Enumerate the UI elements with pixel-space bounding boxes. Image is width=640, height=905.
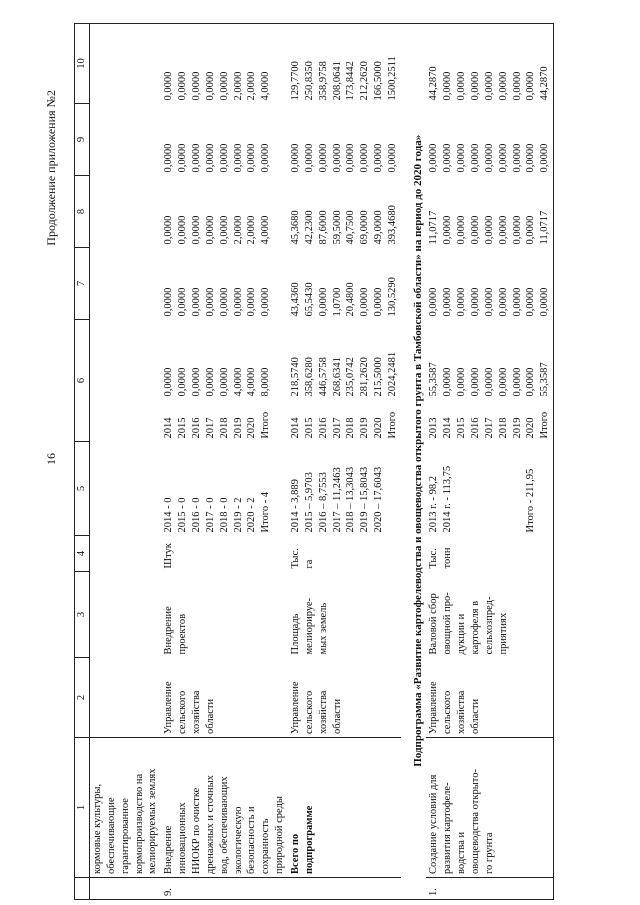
subprogram-heading-row (401, 24, 427, 900)
cell-unit: Штук (163, 543, 175, 569)
cell-extrabudgetary: 44,2870 0,0000 0,0000 0,0000 0,0000 0,0000 0,0000 0,0000 44,2870 (426, 24, 553, 104)
cell-years: 2014 2015 2016 2017 2018 2019 2020 Итого (163, 411, 272, 439)
cell-total: 218,5740 358,6280 446,5758 268,6341 235,0742 281,2620 215,5000 2024,2481 (290, 351, 399, 397)
column-number: 3 (75, 572, 90, 658)
table-row-total (288, 24, 401, 900)
cell-years: 2013 2014 2015 2016 2017 2018 2019 2020 Итого (426, 400, 553, 442)
cell-indicator-values: 2013 г. - 98,2 2014 г. - 113,75 Итого - 211,95 (426, 442, 553, 536)
column-number: 5 (75, 442, 90, 536)
column-number: 4 (75, 536, 90, 572)
cell-regional: 0,0000 0,0000 0,0000 0,0000 0,0000 2,0000 2,0000 4,0000 (163, 215, 272, 245)
cell-indicator: Площадь мелиорируе- мых земель (290, 597, 329, 655)
cell-local: 0,0000 0,0000 0,0000 0,0000 0,0000 0,0000 0,0000 0,0000 (290, 143, 399, 173)
cell-indicator-values: 2014 - 0 2015 - 0 2016 - 0 2017 - 0 2018 - 0 2019 - 2 2020 - 2 Итого - 4 (163, 491, 272, 533)
cell-measure: Создание условий для развития картофеле- водства и овощеводства открыто- го грунта (426, 738, 553, 878)
cell-extrabudgetary: 129,7700 250,8350 358,9758 208,0641 173,8442 212,2620 166,5000 1500,2511 (288, 24, 401, 104)
column-number: 7 (75, 248, 90, 320)
cell-col1: кормовые культуры, обеспечивающие гарантированное кормопроизводство на мелиорируемых землях (90, 738, 162, 878)
cell-total: 55,3587 0,0000 0,0000 0,0000 0,0000 0,0000 0,0000 0,0000 55,3587 (426, 320, 553, 400)
table-row-continuation (90, 24, 162, 900)
column-number: 9 (75, 104, 90, 176)
table-row-9 (161, 24, 288, 900)
cell-years: 2014 2015 2016 2017 2018 2019 2020 Итого (290, 411, 399, 439)
column-number: 2 (75, 658, 90, 738)
cell-local: 0,0000 0,0000 0,0000 0,0000 0,0000 0,0000 0,0000 0,0000 (163, 143, 272, 173)
cell-federal: 0,0000 0,0000 0,0000 0,0000 0,0000 0,0000 0,0000 0,0000 0,0000 (426, 248, 553, 320)
page-number: 16 (44, 453, 58, 465)
cell-unit: Тыс. га (290, 548, 315, 569)
column-number: 8 (75, 176, 90, 248)
column-number: 1 (75, 738, 90, 878)
cell-regional: 45,3680 42,2300 87,6000 59,5000 40,7500 69,0000 49,0000 393,4680 (290, 205, 399, 245)
column-number-row (75, 24, 90, 900)
cell-executor: Управление сельского хозяйства области (426, 658, 553, 738)
cell-executor: Управление сельского хозяйства области (163, 681, 216, 734)
column-number: 10 (75, 24, 90, 104)
row-number: 9. (161, 878, 288, 900)
cell-local: 0,0000 0,0000 0,0000 0,0000 0,0000 0,0000 0,0000 0,0000 0,0000 (426, 104, 553, 176)
cell-measure: Внедрение инновационных НИОКР по очистке дренажных и сточных вод, обеспечивающих экологическую безопасность и сохранность природной среды (161, 738, 288, 878)
cell-regional: 11,0717 0,0000 0,0000 0,0000 0,0000 0,0000 0,0000 0,0000 11,0717 (426, 176, 553, 248)
cell-extrabudgetary: 0,0000 0,0000 0,0000 0,0000 0,0000 2,0000 2,0000 4,0000 (161, 24, 288, 104)
appendix-continuation-label: Продолжение приложения №2 (44, 90, 58, 246)
column-number: 6 (75, 320, 90, 442)
cell-unit: Тыс. тонн (426, 536, 553, 572)
cell-federal: 43,4360 65,5430 0,0000 1,0700 20,4800 0,0000 0,0000 130,5290 (290, 277, 399, 317)
cell-federal: 0,0000 0,0000 0,0000 0,0000 0,0000 0,0000 0,0000 0,0000 (163, 287, 272, 317)
cell-indicator: Внедрение проектов (163, 606, 189, 655)
cell-indicator: Валовой сбор овощной про- дукции и картофеля в сельхозпред- приятиях (426, 572, 553, 658)
cell-total-label: Всего по подпрограмме (288, 738, 401, 878)
cell-indicator-values: 2014 - 3,889 2015 – 5,9703 2016 – 8,7553 2017 – 11,2463 2018 – 13,3043 2019 – 15,8043 2020 – 17,6043 (290, 466, 385, 533)
cell-total: 0,0000 0,0000 0,0000 0,0000 0,0000 4,0000 4,0000 8,0000 (163, 367, 272, 397)
budget-table (74, 23, 554, 900)
subprogram-title: Подпрограмма «Развитие картофелеводства и овощеводства открытого грунта в Тамбовской области» на период до 2020 года» (401, 24, 427, 878)
table-row-1 (426, 24, 553, 900)
row-number: 1. (426, 878, 553, 900)
cell-executor: Управление сельского хозяйства области (290, 681, 343, 734)
